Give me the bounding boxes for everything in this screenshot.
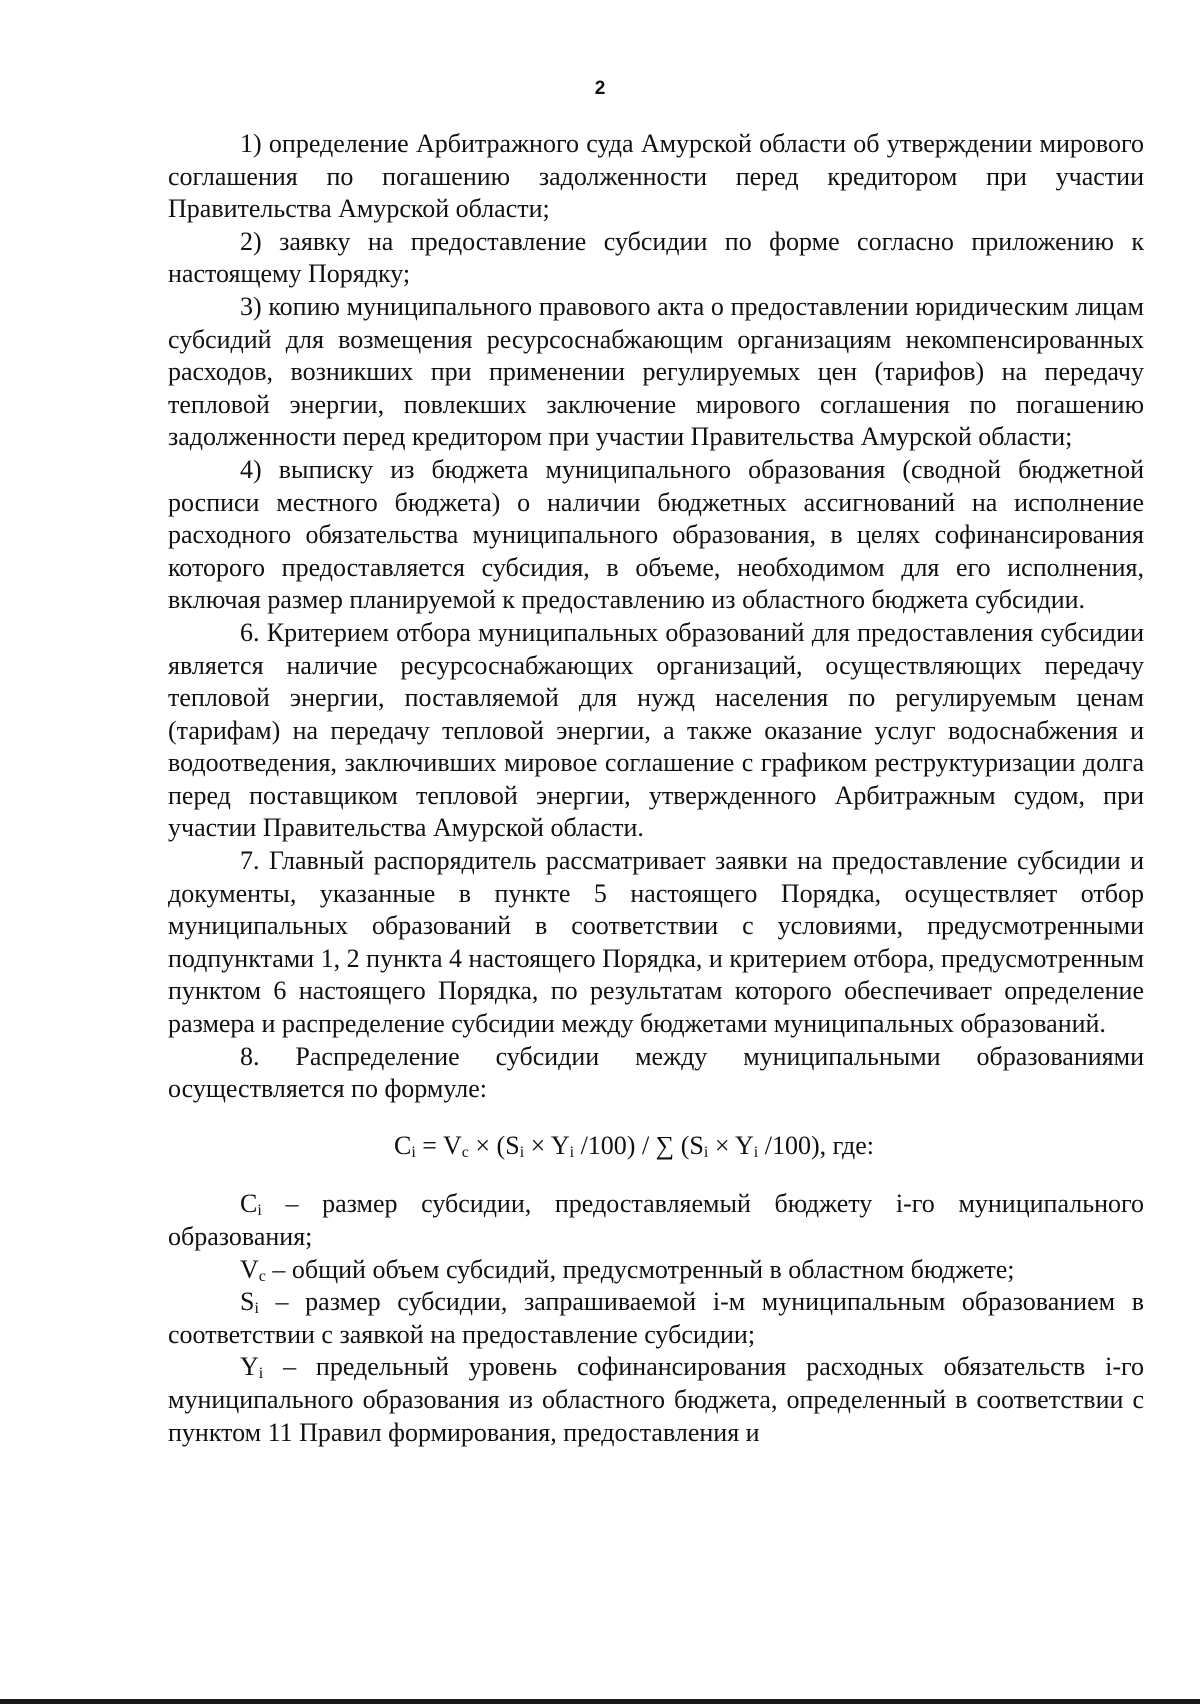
paragraph-7: 7. Главный распорядитель рассматривает заявки на предоставление субсидии и документы, указанные в пункте 5 настоящего Порядка, осуществляет отбор муниципальных образований в соответствии с условиями, предусмотренными подпунктами 1, 2 пункта 4 настоящего Порядка, и критерием отбора, предусмотренным пунктом 6 настоящего Порядка, по результатам которого обеспечивает определение размера и распределение субсидии между бюджетами муниципальных образований. [168,846,1144,1039]
definition-ci: $C_i$ – размер субсидии, предоставляемый бюджету i-го муниципального образования; [168,1189,1144,1251]
definition-si: $S_i$ – размер субсидии, запрашиваемой i-м муниципальным образованием в соответствии с заявкой на предоставление субсидии; [168,1287,1144,1349]
item-4: 4) выписку из бюджета муниципального образования (сводной бюджетной росписи местного бюджета) о наличии бюджетных ассигнований на исполнение расходного обязательства муниципального образования, в целях софинансирования которого предоставляется субсидия, в объеме, необходимом для его исполнения, включая размер планируемой к предоставлению из областного бюджета субсидии. [168,454,1144,615]
scan-page-edge [0,1699,1200,1704]
definition-vc: $V_c$ – общий объем субсидий, предусмотренный в областном бюджете; [240,1254,1015,1285]
document-body [168,128,1144,1449]
paragraph-8: 8. Распределение субсидии между муниципальными образованиями осуществляется по формуле: [168,1041,1144,1104]
item-3: 3) копию муниципального правового акта о предоставлении юридическим лицам субсидий для возмещения ресурсоснабжающим организациям некомпенсированных расходов, возникших при применении регулируемых цен (тарифов) на передачу тепловой энергии, повлекших заключение мирового соглашения по погашению задолженности перед кредитором при участии Правительства Амурской области; [168,291,1144,452]
item-1: 1) определение Арбитражного суда Амурской области об утверждении мирового соглашения по погашению задолженности перед кредитором при участии Правительства Амурской области; [168,129,1144,224]
paragraph-6: 6. Критерием отбора муниципальных образований для предоставления субсидии является наличие ресурсоснабжающих организаций, осуществляющих передачу тепловой энергии, поставляемой для нужд населения по регулируемым ценам (тарифам) на передачу тепловой энергии, а также оказание услуг водоснабжения и водоотведения, заключивших мировое соглашение с графиком реструктуризации долга перед поставщиком тепловой энергии, утвержденного Арбитражным судом, при участии Правительства Амурской области. [168,617,1144,843]
page-number: 2 [594,78,606,99]
distribution-formula: $C_i = V_c \times (S_i \times Y_i$ /100) / ∑ ($S_i \times Y_i$ /100), где: [394,1130,874,1161]
item-2: 2) заявку на предоставление субсидии по форме согласно приложению к настоящему Порядку; [168,226,1144,289]
definition-yi: $Y_i$ – предельный уровень софинансирования расходных обязательств i-го муниципального образования из областного бюджета, определенный в соответствии с пунктом 11 Правил формирования, предоставления и [168,1352,1144,1447]
